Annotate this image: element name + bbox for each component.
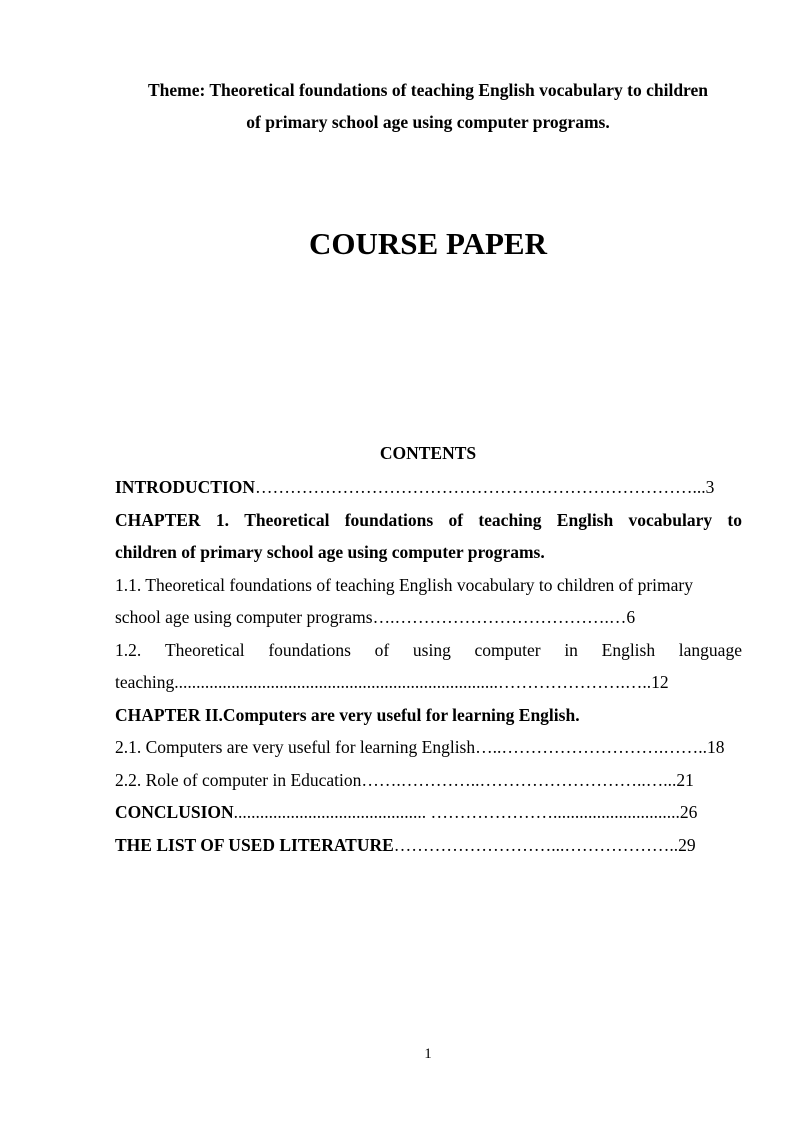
toc-conclusion-page: 26 (679, 802, 698, 822)
page-number: 1 (424, 1046, 432, 1062)
toc-item-1-2-line-1 (115, 634, 742, 667)
toc-chapter-2: CHAPTER II.Computers are very useful for learning English. (115, 704, 580, 725)
toc-introduction-leader: …………………………………………………………………... (255, 477, 706, 497)
toc-item-1-1-line-1: 1.1. Theoretical foundations of teaching English vocabulary to children of primary (115, 574, 693, 595)
theme-heading (100, 74, 756, 138)
toc-item-1-2-leader: ..........................................................................………………….….. (174, 672, 652, 692)
toc-word: Theoretical (164, 639, 245, 660)
toc-word: to (727, 509, 742, 530)
toc-introduction-label: INTRODUCTION (115, 477, 256, 497)
toc-conclusion-label: CONCLUSION (115, 802, 234, 822)
toc-introduction (115, 471, 742, 504)
toc-word: foundations (344, 509, 434, 530)
toc-item-2-1-text: 2.1. Computers are very useful for learning English (115, 737, 476, 757)
toc-literature-leader: ………………………...……………….. (393, 834, 679, 855)
toc-item-1-2-text: teaching (115, 672, 175, 692)
toc-word: teaching (478, 509, 542, 530)
toc-word: vocabulary (628, 509, 713, 530)
toc-item-2-2-page: 21 (676, 769, 694, 790)
toc-item-2-1-page: 18 (707, 737, 725, 757)
toc-chapter-1-line-1 (115, 504, 742, 537)
toc-item-1-1-text: school age using computer programs (115, 607, 373, 627)
toc-literature-label: THE LIST OF USED LITERATURE (115, 834, 394, 855)
toc-item-2-2-leader: …….…………..………………………..…... (361, 769, 677, 790)
toc-word: in (564, 639, 578, 660)
toc-word: 1. (215, 509, 229, 530)
toc-literature (115, 829, 742, 862)
toc-word: using (412, 639, 451, 660)
toc-word: computer (474, 639, 541, 660)
toc-item-2-2 (115, 764, 742, 797)
theme-line-2: of primary school age using computer programs. (246, 112, 610, 132)
document-title: COURSE PAPER (309, 226, 547, 261)
toc-word: 1.2. (115, 639, 142, 660)
toc-item-2-1 (115, 731, 742, 764)
theme-line-1: Theme: Theoretical foundations of teaching English vocabulary to children (147, 80, 709, 100)
toc-item-1-1-leader: ….……………………………….… (372, 607, 627, 627)
table-of-contents (115, 471, 742, 861)
toc-chapter-1-line-2: children of primary school age using computer programs. (115, 542, 545, 562)
toc-item-2-2-text: 2.2. Role of computer in Education (115, 769, 362, 790)
toc-item-1-1-page: 6 (626, 607, 636, 627)
toc-word: English (601, 639, 656, 660)
toc-word: of (374, 639, 390, 660)
contents-heading: CONTENTS (379, 443, 477, 463)
toc-item-1-2-page: 12 (651, 672, 669, 692)
toc-conclusion (115, 796, 742, 829)
toc-literature-page: 29 (678, 834, 696, 855)
toc-word: language (678, 639, 742, 660)
toc-word: foundations (268, 639, 351, 660)
toc-word: English (556, 509, 614, 530)
toc-conclusion-leader: ............................................ …………………............................. (233, 802, 680, 822)
toc-word: of (448, 509, 464, 530)
toc-item-1-2-line-2 (115, 666, 742, 699)
toc-item-2-1-leader: …..……………………….…….. (475, 737, 707, 757)
toc-word: Theoretical (244, 509, 330, 530)
toc-introduction-page: 3 (705, 477, 715, 497)
toc-item-1-1-line-2 (115, 601, 742, 634)
toc-word: CHAPTER (115, 509, 201, 530)
